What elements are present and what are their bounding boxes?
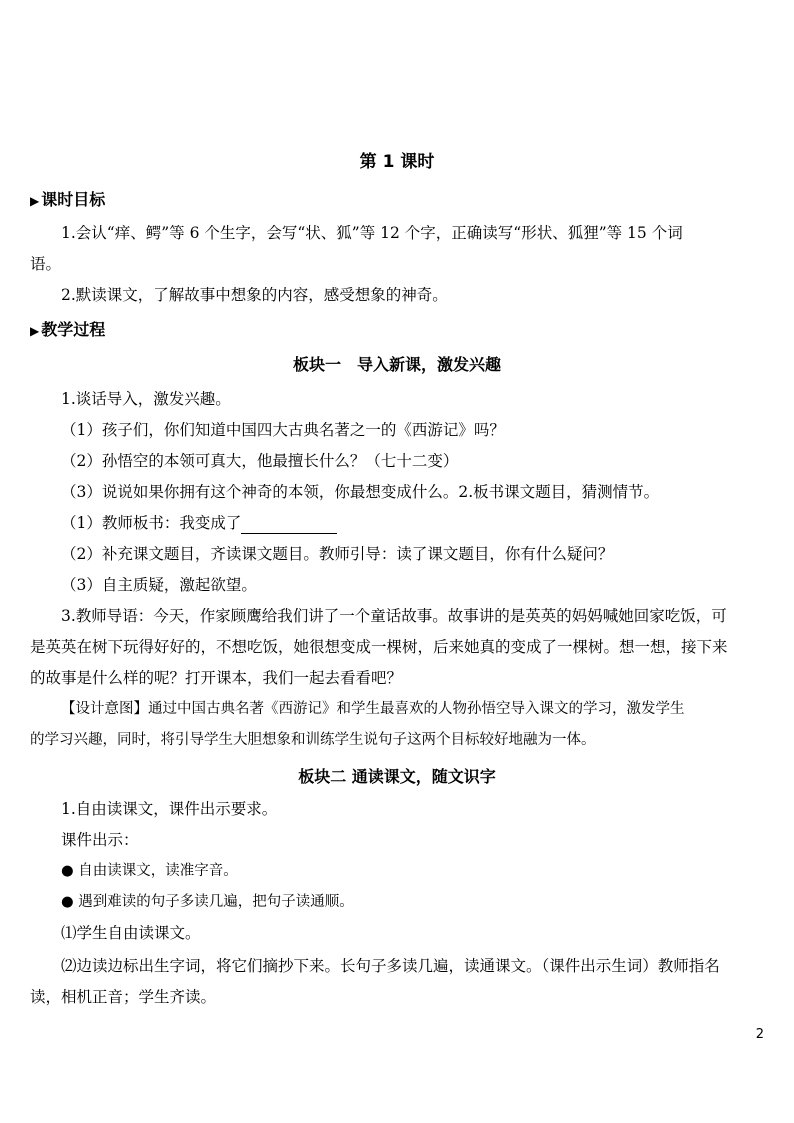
bullet-text: 遇到难读的句子多读几遍，把句子读通顺。 bbox=[78, 894, 354, 910]
triangle-icon: ▶ bbox=[30, 324, 40, 338]
goal-1-line-2: 语。 bbox=[30, 255, 62, 273]
block-1-line: （3）说说如果你拥有这个神奇的本领，你最想变成什么。2.板书课文题目，猜测情节。 bbox=[61, 483, 660, 501]
page-number: 2 bbox=[755, 1027, 764, 1042]
design-intent-line: 的学习兴趣，同时，将引导学生大胆想象和训练学生说句子这两个目标较好地融为一体。 bbox=[30, 732, 596, 748]
bullet-item bbox=[30, 860, 764, 882]
block-1-line: 的故事是什么样的呢？打开课本，我们一起去看看吧？ bbox=[30, 669, 403, 687]
bullet-icon: ● bbox=[61, 894, 74, 910]
block-2-line: 1.自由读课文，课件出示要求。 bbox=[61, 800, 278, 818]
block-1-line: 1.谈话导入，激发兴趣。 bbox=[61, 390, 231, 408]
block-2-line: 读，相机正音；学生齐读。 bbox=[30, 988, 217, 1006]
goal-2: 2.默读课文，了解故事中想象的内容，感受想象的神奇。 bbox=[61, 286, 448, 304]
goal-1-line-1: 1.会认“痒、鳄”等 6 个生字，会写“状、狐”等 12 个字，正确读写“形状、狐狸”等 15 个词 bbox=[61, 224, 683, 242]
triangle-icon: ▶ bbox=[30, 194, 40, 208]
block-1-line bbox=[30, 512, 764, 534]
block-2-line: ⑴学生自由读课文。 bbox=[61, 924, 201, 942]
goals-heading-text: 课时目标 bbox=[41, 190, 106, 209]
block-1-line: （3）自主质疑，激起欲望。 bbox=[61, 576, 257, 594]
block-1-line: （2）孙悟空的本领可真大，他最擅长什么？（七十二变） bbox=[61, 452, 459, 470]
board-writing-text: （1）教师板书：我变成了 bbox=[61, 514, 242, 532]
block-1-line: （2）补充课文题目，齐读课文题目。教师引导：读了课文题目，你有什么疑问？ bbox=[61, 545, 614, 563]
bullet-icon: ● bbox=[61, 863, 74, 879]
block-1-line: 3.教师导语：今天，作家顾鹰给我们讲了一个童话故事。故事讲的是英英的妈妈喊她回家吃饭，可 bbox=[61, 607, 727, 625]
block-1-line: （1）孩子们，你们知道中国四大古典名著之一的《西游记》吗？ bbox=[61, 421, 505, 439]
goals-heading bbox=[30, 187, 105, 210]
block-1-title: 板块一 导入新课，激发兴趣 bbox=[292, 355, 501, 374]
bullet-item bbox=[30, 891, 764, 913]
block-2-title: 板块二 通读课文，随文识字 bbox=[298, 767, 496, 786]
block-1-line: 是英英在树下玩得好好的，不想吃饭，她很想变成一棵树，后来她真的变成了一棵树。想一想，接下来 bbox=[30, 638, 728, 656]
block-2-line: 课件出示： bbox=[61, 831, 139, 849]
process-heading-text: 教学过程 bbox=[41, 320, 106, 339]
process-heading bbox=[30, 317, 105, 340]
design-intent-line: 【设计意图】通过中国古典名著《西游记》和学生最喜欢的人物孙悟空导入课文的学习，激发学生 bbox=[61, 701, 685, 717]
lesson-title: 第 1 课时 bbox=[359, 152, 435, 172]
bullet-text: 自由读课文，读准字音。 bbox=[78, 863, 238, 879]
block-2-line: ⑵边读边标出生字词，将它们摘抄下来。长句子多读几遍，读通课文。（课件出示生词）教师指名 bbox=[61, 957, 720, 975]
fill-blank-line bbox=[241, 517, 337, 534]
